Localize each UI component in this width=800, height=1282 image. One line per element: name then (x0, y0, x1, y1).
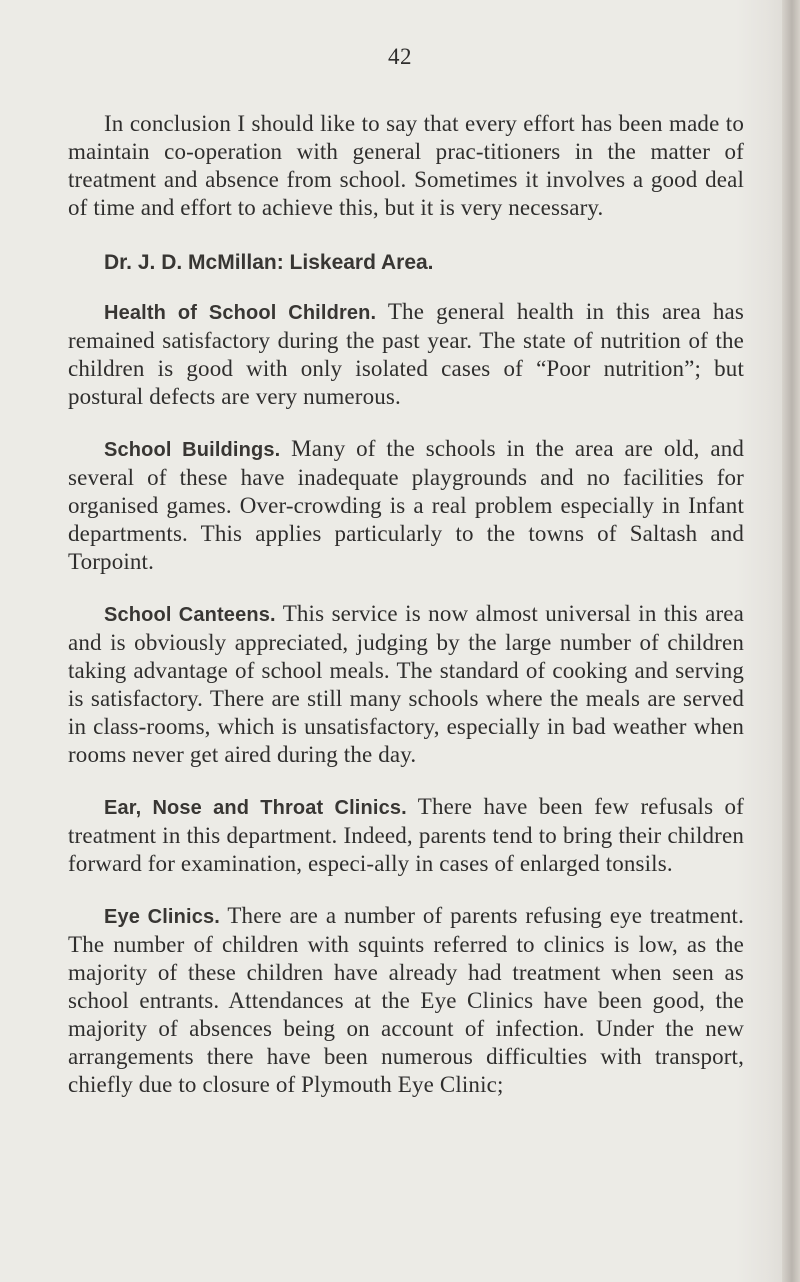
eye-section (68, 902, 744, 1099)
page-number: 42 (388, 44, 412, 69)
eye-text: There are a number of parents refusing eye treatment. The number of children with squints referred to clinics is low, as the majority of these children have already had treatment when seen as school entrants. Attendances at the Eye Clinics have been good, the majority of absences being on account of infection. Under the new arrangements there have been numerous difficulties with transport, chiefly due to closure of Plymouth Eye Clinic; (68, 903, 744, 1097)
report-area: Liskeard Area. (289, 251, 434, 274)
ent-heading: Ear, Nose and Throat Clinics. (104, 797, 407, 819)
ent-text: There have been few refusals of treatment in this department. Indeed, parents tend to bring their children forward for examination, especi-ally in cases of enlarged tonsils. (68, 794, 744, 876)
health-heading: Health of School Children. (104, 302, 377, 324)
report-author: Dr. J. D. McMillan: (104, 251, 284, 274)
intro-paragraph: In conclusion I should like to say that every effort has been made to maintain co-operation with general prac-titioners in the matter of treatment and absence from school. Sometimes it involves a good deal of time and effort to achieve this, but it is very necessary. (68, 111, 744, 220)
canteens-text: This service is now almost universal in this area and is obviously appreciated, judging by the large number of children taking advantage of school meals. The standard of cooking and serving is satisfactory. There are still many schools where the meals are served in class-rooms, which is unsatisfactory, especially in bad weather when rooms never get aired during the day. (68, 601, 744, 767)
health-text: The general health in this area has remained satisfactory during the past year. The state of nutrition of the children is good with only isolated cases of “Poor nutrition”; but postural defects are very numerous. (68, 299, 744, 409)
health-section (68, 298, 744, 411)
page-edge-shadow (782, 0, 800, 1282)
buildings-section (68, 435, 744, 576)
page-content (68, 110, 744, 1123)
eye-heading: Eye Clinics. (104, 906, 220, 928)
canteens-heading: School Canteens. (104, 604, 276, 626)
canteens-section (68, 600, 744, 769)
ent-section (68, 793, 744, 878)
report-heading (104, 249, 744, 277)
buildings-text: Many of the schools in the area are old, and several of these have inadequate playgrounds and no facilities for organised games. Over-crowding is a real problem especially in Infant departments. This applies particularly to the towns of Saltash and Torpoint. (68, 436, 745, 574)
buildings-heading: School Buildings. (104, 439, 281, 461)
